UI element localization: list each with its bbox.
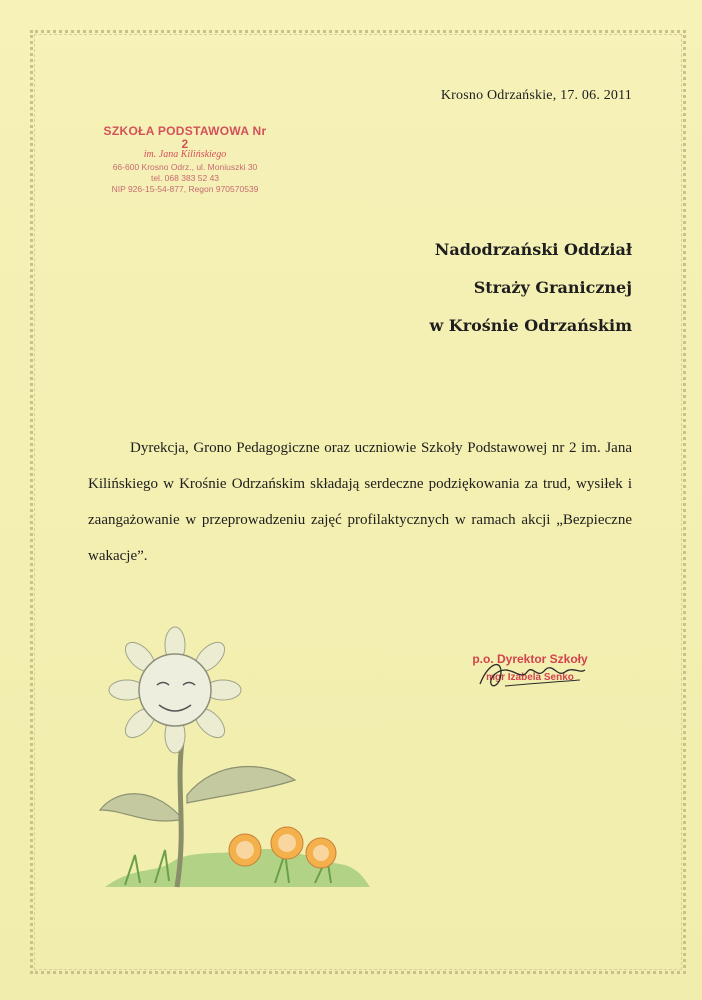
letter-body bbox=[88, 430, 632, 574]
body-paragraph: Dyrekcja, Grono Pedagogiczne oraz uczniowie Szkoły Podstawowej nr 2 im. Jana Kilińskiego w Krośnie Odrzańskim składają serdeczne podziękowania za trud, wysiłek i zaangażowanie w przeprowadzeniu zajęć profilaktycznych w ramach akcji „Bezpieczne wakacje”. bbox=[88, 440, 632, 564]
stamp-phone: tel. 068 383 52 43 bbox=[150, 172, 220, 183]
school-stamp bbox=[100, 125, 270, 193]
place-date: Krosno Odrzańskie, 17. 06. 2011 bbox=[440, 88, 632, 103]
recipient-address bbox=[429, 240, 632, 354]
signature-stamp bbox=[455, 652, 605, 683]
signature-name: mgr Izabela Senko bbox=[486, 672, 574, 683]
recipient-line-2: Straży Granicznej bbox=[473, 278, 632, 297]
stamp-ids: NIP 926-15-54-877, Regon 970570539 bbox=[111, 183, 259, 194]
signature-title: p.o. Dyrektor Szkoły bbox=[472, 652, 588, 666]
handwritten-signature-icon bbox=[465, 654, 595, 694]
sunflower-illustration-icon bbox=[95, 625, 375, 895]
recipient-line-1: Nadodrzański Oddział bbox=[434, 240, 632, 259]
stamp-patron: im. Jana Kilińskiego bbox=[143, 149, 227, 161]
stamp-school-name: SZKOŁA PODSTAWOWA Nr 2 bbox=[103, 124, 267, 151]
recipient-line-3: w Krośnie Odrzańskim bbox=[429, 316, 632, 335]
stamp-address: 66-600 Krosno Odrz., ul. Moniuszki 30 bbox=[112, 161, 258, 172]
